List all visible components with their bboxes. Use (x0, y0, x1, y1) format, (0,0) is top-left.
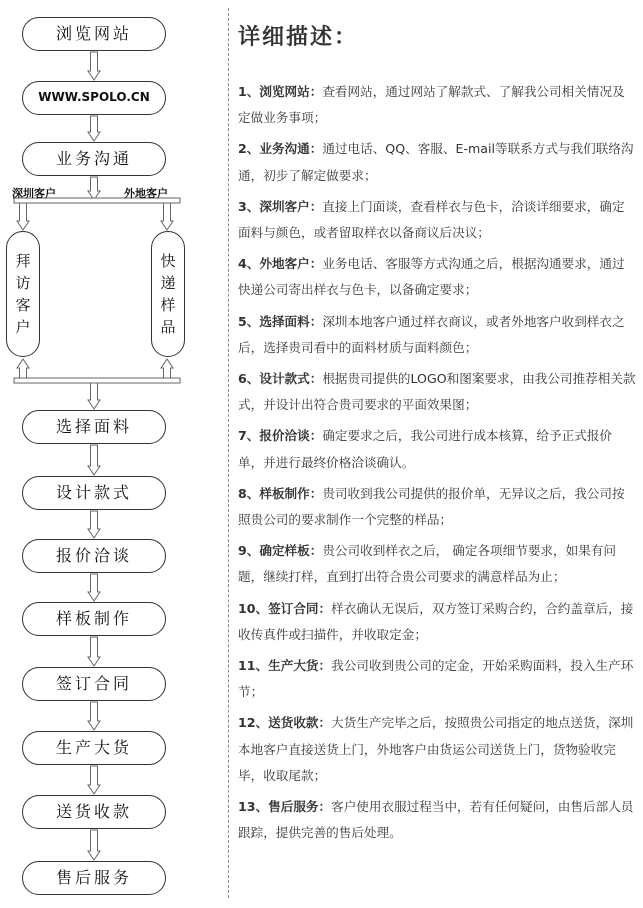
flow-arrow (88, 766, 100, 794)
branch-merge-bar (14, 378, 180, 383)
flow-arrow (88, 702, 100, 730)
branch-char: 拜 (15, 252, 31, 270)
branch-label-out-of-town: 外地客户 (124, 187, 168, 200)
description-item: 5、选择面料：深圳本地客户通过样衣商议，或者外地客户收到样衣之后，选择贵司看中的面料材质与面料颜色； (238, 313, 625, 355)
description-item: 9、确定样板：贵公司收到样衣之后， 确定各项细节要求，如果有问题，继续打样，直到打出符合贵公司要求的满意样品为止； (238, 543, 616, 585)
description-item: 8、样板制作：贵司收到我公司提供的报价单，无异议之后，我公司按照贵公司的要求制作一个完整的样品； (238, 485, 625, 528)
description-item: 6、设计款式：根据贵司提供的LOGO和图案要求，由我公司推荐相关款式，并设计出符合贵司要求的平面效果图； (238, 371, 636, 413)
flow-arrow (88, 383, 100, 409)
description-item: 7、报价洽谈：确定要求之后，我公司进行成本核算，给予正式报价单，并进行最终价格洽谈确认。 (238, 428, 612, 470)
branch-arrow (17, 359, 29, 380)
flow-arrow (88, 574, 100, 601)
description-panel (238, 0, 636, 851)
flow-step-production: 生产大货 (22, 731, 166, 765)
flow-step-delivery: 送货收款 (22, 795, 166, 829)
description-item: 4、外地客户：业务电话、客服等方式沟通之后，根据沟通要求，通过快递公司寄出样衣与色卡，以备确定要求； (238, 256, 625, 298)
description-item: 12、送货收款：大货生产完毕之后，按照贵公司指定的地点送货，深圳本地客户直接送货上门，外地客户由货运公司送货上门，货物验收完毕，收取尾款； (238, 715, 634, 783)
flow-arrow (88, 116, 100, 141)
flow-arrow (88, 830, 100, 860)
branch-label-shenzhen: 深圳客户 (12, 187, 56, 200)
flow-step-design: 设计款式 (22, 476, 166, 510)
description-item: 2、业务沟通：通过电话、QQ、客服、E-mail等联系方式与我们联络沟通，初步了解定做要求； (238, 141, 634, 183)
flow-step-browse: 浏览网站 (22, 17, 166, 51)
description-title: 详细描述： (238, 24, 359, 50)
branch-char: 客 (15, 296, 31, 314)
description-item: 1、浏览网站：查看网站，通过网站了解款式、了解我公司相关情况及定做业务事项； (238, 84, 625, 126)
process-flowchart (0, 0, 200, 908)
branch-arrow (161, 203, 173, 230)
flow-arrow (88, 52, 100, 80)
flow-step-website: WWW.SPOLO.CN (22, 81, 166, 115)
branch-char: 品 (160, 318, 176, 336)
branch-arrow (161, 359, 173, 380)
flow-step-contract: 签订合同 (22, 667, 166, 701)
flow-branch-express-samples (151, 231, 185, 357)
description-item: 11、生产大货：我公司收到贵公司的定金，开始采购面料，投入生产环节； (238, 658, 634, 700)
column-divider (228, 8, 229, 898)
flow-step-choose-fabric: 选择面料 (22, 410, 166, 444)
flow-arrow (88, 177, 100, 200)
description-item: 10、签订合同：样衣确认无误后，双方签订采购合约，合约盖章后，接收传真件或扫描件，并收取定金； (238, 600, 634, 642)
flow-arrow (88, 511, 100, 538)
description-list (238, 79, 636, 846)
flow-arrows (0, 0, 200, 908)
flow-step-after-sales: 售后服务 (22, 861, 166, 895)
flow-arrow (88, 445, 100, 475)
branch-char: 户 (15, 318, 31, 336)
flow-step-sample: 样板制作 (22, 602, 166, 636)
flow-branch-visit-client (6, 231, 40, 357)
branch-char: 快 (160, 252, 176, 270)
flow-step-quote: 报价洽谈 (22, 539, 166, 573)
flow-arrow (88, 637, 100, 666)
flow-step-communicate: 业务沟通 (22, 142, 166, 176)
branch-char: 访 (15, 274, 31, 292)
description-item: 3、深圳客户：直接上门面谈，查看样衣与色卡，洽谈详细要求，确定面料与颜色，或者留取样衣以备商议后决议； (238, 198, 625, 241)
branch-char: 样 (160, 296, 176, 314)
branch-arrow (17, 203, 29, 230)
description-item: 13、售后服务：客户使用衣服过程当中，若有任何疑问，由售后部人员跟踪，提供完善的售后处理。 (238, 799, 634, 841)
branch-char: 递 (160, 274, 176, 292)
